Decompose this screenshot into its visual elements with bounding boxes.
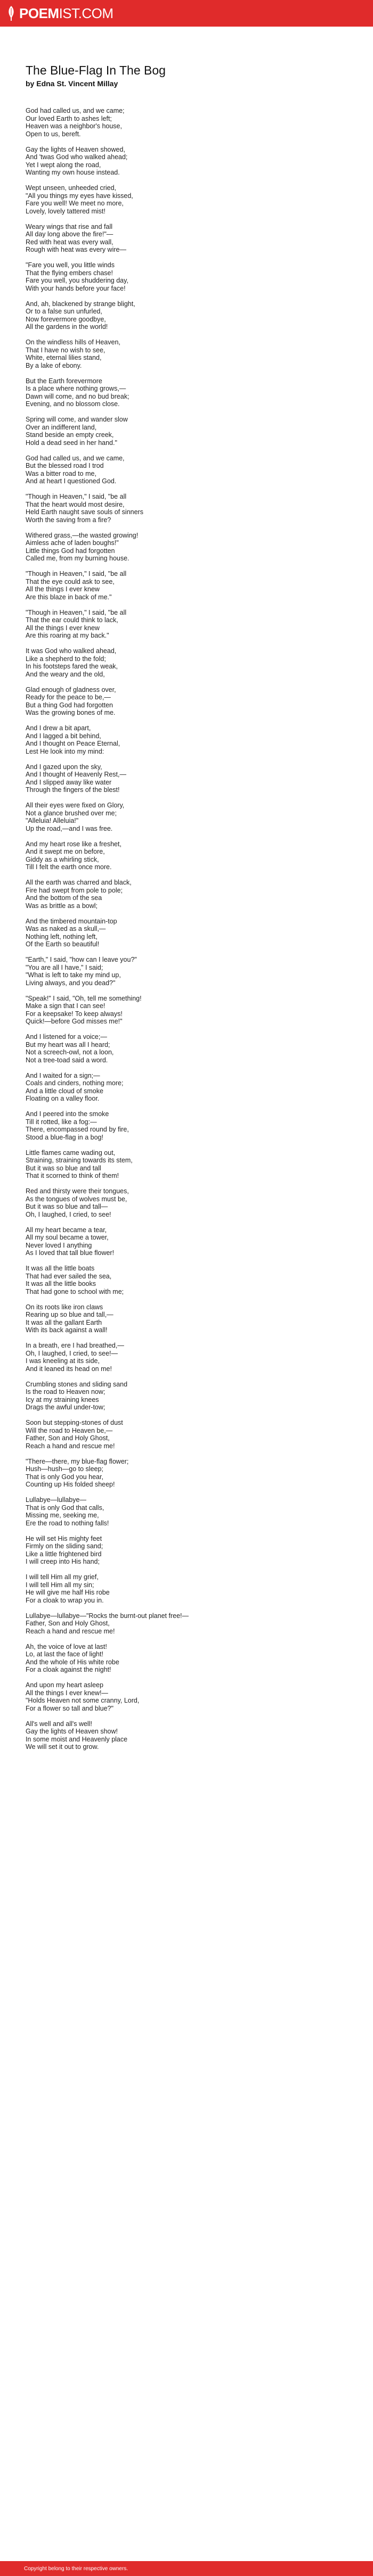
poem-line: In some moist and Heavenly place — [26, 1735, 128, 1743]
poem-line: For a keepsake! To keep always! — [26, 1010, 123, 1018]
poem-line: Fare you well, you shuddering day, — [26, 277, 128, 284]
poem-stanza — [26, 1720, 347, 1751]
poem-line: Are this blaze in back of me." — [26, 593, 112, 601]
poem-line: Like a little frightened bird — [26, 1550, 102, 1558]
poem-line: Called me, from my burning house. — [26, 555, 129, 562]
poem-line: Not a glance brushed over me; — [26, 809, 117, 817]
poem-line: We will set it out to grow. — [26, 1743, 99, 1751]
poem-line: Giddy as a whirling stick, — [26, 855, 99, 863]
poem-line: All the things I ever knew!— — [26, 1689, 108, 1697]
site-footer — [0, 2561, 373, 2576]
poem-line: Red and thirsty were their tongues, — [26, 1187, 129, 1195]
poem-line: Gay the lights of Heaven show! — [26, 1728, 118, 1735]
poem-line: That the ear could think to lack, — [26, 616, 118, 624]
poem-line: It was God who walked ahead, — [26, 647, 117, 655]
poem-line: And I drew a bit apart, — [26, 724, 91, 732]
poem-line: But the Earth forevermore — [26, 377, 102, 385]
poem-stanza — [26, 1612, 347, 1636]
poem-stanza — [26, 570, 347, 601]
poem-line: Fare you well! We meet no more, — [26, 200, 124, 207]
poem-line: And the whole of His white robe — [26, 1658, 119, 1666]
poem-line: Living always, and you dead?" — [26, 979, 116, 987]
poem-line: Ere the road to nothing falls! — [26, 1519, 109, 1527]
poem-line: Nothing left, nothing left, — [26, 932, 98, 940]
poem-line: Withered grass,—the wasted growing! — [26, 531, 139, 539]
poem-line: But the blessed road I trod — [26, 462, 104, 469]
poem-stanza — [26, 261, 347, 292]
poem-stanza — [26, 1072, 347, 1103]
poem-line: Lullabye—lullabye— — [26, 1496, 86, 1504]
poem-line: Little flames came wading out, — [26, 1149, 116, 1157]
poem-line: Or to a false sun unfurled, — [26, 308, 102, 315]
poem-line: That had gone to school with me; — [26, 1287, 124, 1295]
site-logo[interactable] — [6, 5, 113, 22]
poem-line: And it swept me on before, — [26, 848, 105, 855]
poem-stanza — [26, 1342, 347, 1373]
poem-stanza — [26, 416, 347, 447]
poem-stanza — [26, 338, 347, 369]
poem-line: Of the Earth so beautiful! — [26, 940, 100, 948]
poem-line: Aimless ache of laden boughs!" — [26, 539, 119, 547]
poem-line: Like a shepherd to the fold; — [26, 655, 106, 663]
poem-line: All's well and all's well! — [26, 1720, 92, 1728]
poem-stanza — [26, 763, 347, 794]
poem-line: Father, Son and Holy Ghost, — [26, 1434, 110, 1442]
copyright-text: Copyright belong to their respective owners. — [24, 2565, 128, 2572]
logo-thin-text: IST.COM — [59, 5, 113, 21]
poem-line: Red with heat was every wall, — [26, 238, 113, 246]
author-link[interactable]: Edna St. Vincent Millay — [36, 79, 118, 88]
poem-line: And the timbered mountain-top — [26, 917, 117, 925]
poem-line: Father, Son and Holy Ghost, — [26, 1620, 110, 1627]
poem-stanza — [26, 184, 347, 215]
poem-line: And at heart I questioned God. — [26, 477, 117, 485]
poem-line: Counting up His folded sheep! — [26, 1481, 115, 1488]
poem-line: Wanting my own house instead. — [26, 169, 120, 176]
poem-line: Yet I wept along the road, — [26, 161, 101, 169]
poem-line: Lo, at last the face of light! — [26, 1650, 103, 1658]
poem-line: And the weary and the old, — [26, 670, 105, 678]
poem-line: Missing me, seeking me, — [26, 1512, 99, 1519]
poem-line: Hold a dead seed in her hand." — [26, 439, 117, 447]
poem-line: Heaven was a neighbor's house, — [26, 122, 122, 130]
site-logo-text — [19, 5, 113, 22]
poem-line: And I lagged a bit behind, — [26, 732, 101, 740]
poem-stanza — [26, 1187, 347, 1218]
poem-line: Reach a hand and rescue me! — [26, 1442, 115, 1450]
poem-line: That is only God that calls, — [26, 1504, 104, 1512]
poem-stanza — [26, 1458, 347, 1489]
poem-line: That the heart would most desire, — [26, 500, 125, 508]
poem-stanza — [26, 1496, 347, 1527]
poem-line: Our loved Earth to ashes left; — [26, 114, 112, 122]
poem-stanza — [26, 647, 347, 678]
poem-line: God had called us, and we came; — [26, 107, 125, 114]
poem-line: Lest He look into my mind: — [26, 747, 104, 755]
poem-stanza — [26, 995, 347, 1026]
poem-stanza — [26, 300, 347, 331]
poem-line: On the windless hills of Heaven, — [26, 338, 120, 346]
poem-line: Gay the lights of Heaven showed, — [26, 145, 125, 153]
poem-line: Through the fingers of the blest! — [26, 786, 120, 794]
poem-line: "Holds Heaven not some cranny, Lord, — [26, 1697, 140, 1704]
poem-stanza — [26, 1110, 347, 1141]
poem-stanza — [26, 724, 347, 755]
poem-line: Glad enough of gladness over, — [26, 686, 116, 693]
poem-line: But it was so blue and tall— — [26, 1203, 108, 1210]
poem-line: And upon my heart asleep — [26, 1681, 103, 1689]
poem-stanza — [26, 1149, 347, 1180]
poem-line: And I thought on Peace Eternal, — [26, 740, 120, 747]
poem-line: Weary wings that rise and fall — [26, 222, 113, 230]
poem-line: For a cloak to wrap you in. — [26, 1596, 104, 1604]
poem-line: And I peered into the smoke — [26, 1110, 109, 1118]
by-label: by — [26, 79, 35, 88]
poem-line: Till it rotted, like a fog:— — [26, 1118, 97, 1126]
poem-line: Icy at my straining knees — [26, 1396, 99, 1403]
poem-line: Firmly on the sliding sand; — [26, 1542, 103, 1550]
poem-stanza — [26, 146, 347, 177]
poem-line: White, eternal lilies stand, — [26, 354, 102, 361]
poem-stanza — [26, 107, 347, 138]
poem-line: All the earth was charred and black, — [26, 879, 132, 886]
poem-line: That I have no wish to see, — [26, 346, 106, 354]
poem-line: "Though in Heaven," I said, "be all — [26, 570, 127, 577]
poem-stanza — [26, 686, 347, 717]
poem-line: Not a tree-toad said a word. — [26, 1056, 108, 1064]
poem-line: And the bottom of the sea — [26, 894, 102, 902]
poem-line: With its back against a wall! — [26, 1326, 108, 1334]
poem-line: It was all the little boats — [26, 1265, 95, 1272]
poem-line: Coals and cinders, nothing more; — [26, 1079, 124, 1087]
poem-stanza — [26, 1419, 347, 1450]
logo-bold-text: POEM — [19, 5, 59, 21]
poem-line: "There—there, my blue-flag flower; — [26, 1457, 129, 1465]
poem-line: Stand beside an empty creek, — [26, 431, 114, 439]
poem-line: As the tongues of wolves must be, — [26, 1195, 127, 1203]
poem-line: Lullabye—lullabye—"Rocks the burnt-out planet free!— — [26, 1612, 189, 1620]
poem-line: Stood a blue-flag in a bog! — [26, 1133, 103, 1141]
poem-stanza — [26, 532, 347, 563]
poem-stanza — [26, 1033, 347, 1064]
poem-stanza — [26, 1265, 347, 1295]
poem-stanza — [26, 840, 347, 871]
poem-line: Worth the saving from a fire? — [26, 516, 111, 524]
poem-line: But it was so blue and tall — [26, 1164, 101, 1172]
poem-line: And I slipped away like water — [26, 778, 112, 786]
poem-line: Straining, straining towards its stem, — [26, 1157, 133, 1164]
poem-stanza — [26, 223, 347, 254]
poem-line: That the eye could ask to see, — [26, 577, 115, 585]
poem-line: Hush—hush—go to sleep; — [26, 1465, 103, 1473]
quill-pen-icon — [6, 5, 16, 21]
poem-line: And I waited for a sign;— — [26, 1071, 100, 1079]
poem-line: All their eyes were fixed on Glory, — [26, 802, 125, 809]
poem-stanza — [26, 1381, 347, 1411]
poem-line: "All you things my eyes have kissed, — [26, 192, 133, 200]
poem-line: I will creep into His hand; — [26, 1558, 100, 1565]
poem-body — [26, 107, 347, 1751]
poem-line: Is the road to Heaven now; — [26, 1388, 106, 1396]
poem-line: With your hands before your face! — [26, 284, 126, 292]
poem-line: Oh, I laughed, I cried, to see! — [26, 1210, 111, 1218]
poem-stanza — [26, 802, 347, 832]
poem-content — [26, 63, 347, 1758]
poem-line: Not a screech-owl, not a loon, — [26, 1048, 114, 1056]
site-header — [0, 0, 373, 27]
poem-line: That the flying embers chase! — [26, 269, 113, 277]
poem-line: Oh, I laughed, I cried, to see!— — [26, 1349, 118, 1357]
poem-stanza — [26, 1643, 347, 1674]
poem-stanza — [26, 1226, 347, 1257]
poem-line: "You are all I have," I said; — [26, 963, 103, 971]
poem-line: "What is left to take my mind up, — [26, 971, 121, 979]
poem-line: In a breath, ere I had breathed,— — [26, 1342, 124, 1349]
poem-line: I will tell Him all my sin; — [26, 1581, 94, 1589]
poem-stanza — [26, 493, 347, 524]
poem-line: I was kneeling at its side, — [26, 1357, 100, 1365]
poem-line: Evening, and no blossom close. — [26, 400, 120, 408]
poem-line: "Though in Heaven," I said, "be all — [26, 608, 127, 616]
poem-line: All my soul became a tower, — [26, 1234, 109, 1241]
poem-stanza — [26, 956, 347, 987]
poem-line: Soon but stepping-stones of dust — [26, 1419, 123, 1426]
poem-line: It was all the gallant Earth — [26, 1318, 102, 1326]
poem-line: In his footsteps fared the weak, — [26, 663, 118, 670]
poem-stanza — [26, 1681, 347, 1712]
poem-line: But a thing God had forgotten — [26, 701, 113, 709]
poem-line: Are this roaring at my back." — [26, 632, 109, 639]
poem-stanza — [26, 1535, 347, 1566]
poem-line: Crumbling stones and sliding sand — [26, 1380, 128, 1388]
poem-line: All the gardens in the world! — [26, 323, 108, 331]
poem-line: All day long above the fire!"— — [26, 230, 113, 238]
poem-line: I will tell Him all my grief, — [26, 1573, 99, 1581]
poem-line: Is a place where nothing grows,— — [26, 385, 126, 392]
poem-stanza — [26, 377, 347, 408]
poem-line: By a lake of ebony. — [26, 361, 82, 369]
poem-line: He will give me half His robe — [26, 1589, 110, 1596]
poem-line: There, encompassed round by fire, — [26, 1126, 129, 1133]
poem-line: As I loved that tall blue flower! — [26, 1249, 115, 1257]
poem-line: Drags the awful under-tow; — [26, 1403, 106, 1411]
poem-line: And I gazed upon the sky, — [26, 763, 102, 771]
poem-line: And it leaned its head on me! — [26, 1365, 112, 1373]
poem-line: Was a bitter road to me, — [26, 469, 96, 477]
poem-line: "Though in Heaven," I said, "be all — [26, 493, 127, 500]
poem-line: Ready for the peace to be,— — [26, 693, 111, 701]
poem-line: God had called us, and we came, — [26, 454, 125, 462]
poem-line: Over an indifferent land, — [26, 423, 97, 431]
poem-line: Little things God had forgotten — [26, 547, 115, 555]
poem-stanza — [26, 1303, 347, 1334]
poem-line: And I thought of Heavenly Rest,— — [26, 771, 126, 778]
poem-stanza — [26, 609, 347, 640]
poem-line: Open to us, bereft. — [26, 130, 81, 138]
poem-line: Quick!—before God misses me!" — [26, 1018, 123, 1025]
poem-line: Till I felt the earth once more. — [26, 863, 112, 871]
poem-line: And I listened for a voice;— — [26, 1033, 107, 1041]
poem-line: Make a sign that I can see! — [26, 1002, 106, 1010]
poem-line: Was the growing bones of me. — [26, 709, 116, 716]
poem-line: Was as brittle as a bowl; — [26, 902, 98, 910]
poem-line: Held Earth naught save souls of sinners — [26, 508, 143, 516]
poem-line: That it scorned to think of them! — [26, 1172, 119, 1179]
poem-line: Rough with heat was every wire— — [26, 246, 126, 253]
poem-line: Was as naked as a skull,— — [26, 925, 106, 932]
poem-line: For a cloak against the night! — [26, 1666, 111, 1673]
poem-line: Spring will come, and wander slow — [26, 416, 128, 423]
poem-stanza — [26, 879, 347, 910]
poem-line: Fire had swept from pole to pole; — [26, 886, 123, 894]
poem-line: Now forevermore goodbye, — [26, 315, 106, 323]
poem-line: Lovely, lovely tattered mist! — [26, 207, 106, 215]
poem-line: "Earth," I said, "how can I leave you?" — [26, 956, 137, 963]
poem-stanza — [26, 1573, 347, 1604]
poem-line: Will the road to Heaven be,— — [26, 1426, 113, 1434]
poem-line: For a flower so tall and blue?" — [26, 1704, 113, 1712]
poem-line: That is only God you hear, — [26, 1473, 103, 1481]
poem-line: Wept unseen, unheeded cried, — [26, 184, 117, 192]
poem-stanza — [26, 455, 347, 485]
poem-line: On its roots like iron claws — [26, 1303, 103, 1311]
poem-line: And my heart rose like a freshet, — [26, 840, 121, 848]
poem-line: That had ever sailed the sea, — [26, 1272, 112, 1280]
poem-line: Floating on a valley floor. — [26, 1095, 100, 1102]
poem-title: The Blue-Flag In The Bog — [26, 63, 166, 77]
poem-line: And, ah, blackened by strange blight, — [26, 300, 135, 308]
poem-line: Up the road,—and I was free. — [26, 824, 113, 832]
poem-line: Dawn will come, and no bud break; — [26, 392, 129, 400]
poem-line: All my heart became a tear, — [26, 1226, 107, 1234]
poem-line: And 'twas God who walked ahead; — [26, 153, 128, 161]
poem-line: Never loved I anything — [26, 1241, 92, 1249]
poem-line: "Fare you well, you little winds — [26, 261, 115, 269]
poem-line: "Alleluia! Alleluia!" — [26, 817, 79, 824]
poem-line: And a little cloud of smoke — [26, 1087, 103, 1095]
poem-line: All the things I ever knew — [26, 585, 100, 593]
poem-line: He will set His mighty feet — [26, 1534, 102, 1542]
poem-line: Rearing up so blue and tall,— — [26, 1311, 113, 1318]
poem-line: But my heart was all I heard; — [26, 1041, 110, 1048]
poem-line: "Speak!" I said, "Oh, tell me something! — [26, 994, 142, 1002]
poem-line: Ah, the voice of love at last! — [26, 1642, 107, 1650]
poem-line: Reach a hand and rescue me! — [26, 1627, 115, 1635]
poem-stanza — [26, 918, 347, 948]
poem-line: All the things I ever knew — [26, 624, 100, 632]
poem-line: It was all the little books — [26, 1280, 96, 1287]
author-byline — [26, 79, 347, 88]
